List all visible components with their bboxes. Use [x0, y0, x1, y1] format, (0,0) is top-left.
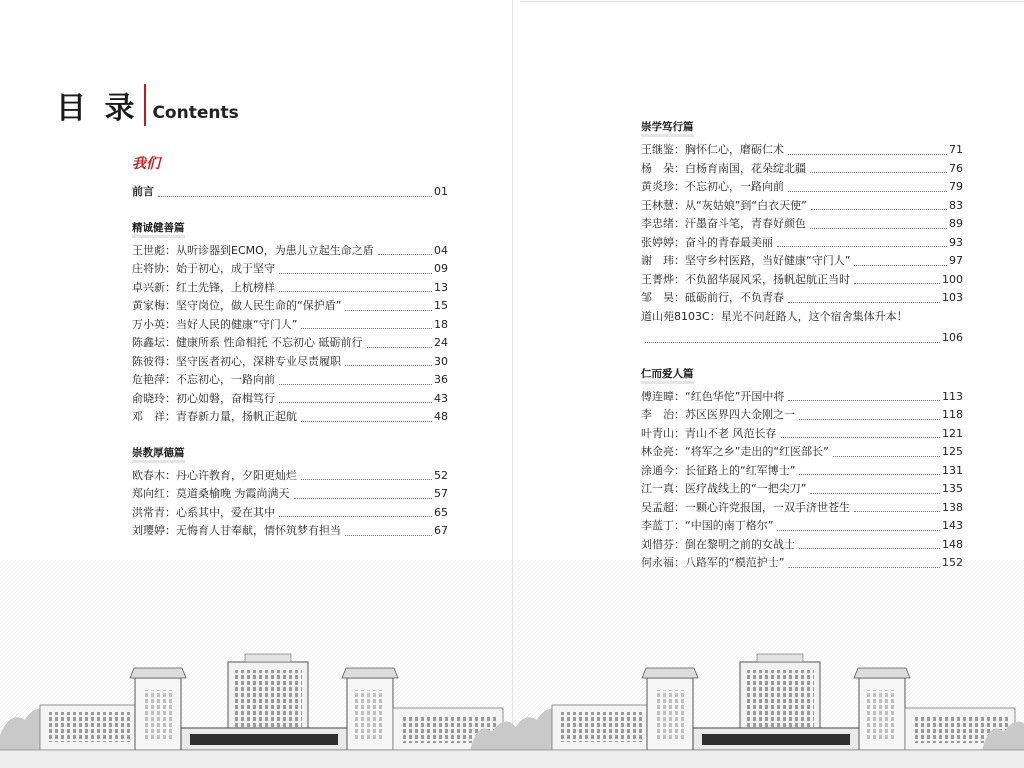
entry-separator: ：: [165, 524, 176, 537]
toc-entry[interactable]: [641, 499, 963, 518]
toc-entry[interactable]: [641, 197, 963, 216]
entry-separator: ：: [165, 243, 176, 257]
entry-title: 青山不老 风范长存: [685, 426, 777, 440]
entry-person-name: 陈鑫坛: [132, 336, 165, 349]
leader-dots: [301, 479, 432, 480]
leader-dots: [854, 511, 940, 512]
page-number: 71: [949, 143, 963, 156]
intro-label: 我们: [132, 156, 160, 172]
entry-separator: ：: [674, 198, 685, 212]
leader-dots: [645, 342, 940, 343]
toc-entry[interactable]: [641, 178, 963, 197]
entry-person-name: 谢 玮: [641, 254, 674, 267]
entry-title: 青春新力量，扬帆正起航: [176, 410, 297, 423]
page-number: 100: [942, 272, 963, 286]
toc-entry[interactable]: [641, 234, 963, 253]
entry-person-name: 邹 昊: [641, 291, 674, 304]
entry-person-name: 江一真: [641, 482, 674, 495]
toc-entry[interactable]: [641, 252, 963, 271]
page-number: 83: [949, 198, 963, 212]
toc-entry[interactable]: [641, 215, 963, 234]
entry-title: 不负韶华展风采，扬帆起航正当时: [685, 272, 850, 286]
page-number: 97: [949, 254, 963, 267]
entry-person-name: 郑向红: [132, 487, 165, 500]
toc-entry[interactable]: [132, 260, 448, 279]
entry-title: 奋斗的青春最美丽: [685, 235, 773, 249]
entry-separator: ：: [165, 317, 176, 331]
entry-separator: ：: [674, 426, 685, 440]
page-number: 138: [942, 500, 963, 514]
page-number: 67: [434, 524, 448, 537]
leader-dots: [833, 456, 940, 457]
toc-entry[interactable]: [641, 406, 963, 425]
entry-separator: ：: [674, 235, 685, 249]
page-number: 93: [949, 235, 963, 249]
entry-separator: ：: [165, 280, 176, 294]
entry-person-name: 王继鉴: [641, 143, 674, 156]
page-number: 13: [434, 280, 448, 294]
toc-entry-preface[interactable]: [132, 183, 448, 202]
toc-entry[interactable]: [641, 141, 963, 160]
entry-person-name: 涂通今: [641, 463, 674, 477]
entry-person-name: 刘惜芬: [641, 537, 674, 551]
entry-separator: ：: [165, 391, 176, 405]
entry-separator: ：: [674, 500, 685, 514]
entry-separator: ：: [674, 254, 685, 267]
toc-entry-wrapped[interactable]: [641, 308, 963, 348]
entry-title: 星光不问赶路人，这个宿舍集体升本！: [720, 309, 908, 323]
entry-person-name: 叶青山: [641, 426, 674, 440]
entry-title: 砥砺前行，不负青春: [685, 291, 784, 304]
leader-dots: [301, 421, 432, 422]
entry-person-name: 万小英: [132, 317, 165, 331]
page-number: 36: [434, 373, 448, 386]
entry-separator: ：: [674, 537, 685, 551]
leader-dots: [345, 365, 432, 366]
entry-title: 长征路上的“红军博士”: [685, 463, 796, 477]
entry-separator: ：: [674, 482, 685, 495]
entry-title: 不忘初心，一路向前: [176, 373, 275, 386]
entry-person-name: 危艳萍: [132, 373, 165, 386]
contents-heading: [56, 86, 239, 126]
entry-person-name: 邓 祥: [132, 410, 165, 423]
entry-person-name: 黄家梅: [132, 299, 165, 312]
leader-dots: [854, 283, 940, 284]
page-number: 43: [434, 391, 448, 405]
entry-separator: ：: [674, 180, 685, 193]
toc-entry[interactable]: [641, 480, 963, 499]
entry-title: 坚守医者初心，深耕专业尽责履职: [176, 354, 341, 368]
toc-entry[interactable]: [132, 467, 448, 486]
entry-separator: ：: [674, 463, 685, 477]
entry-separator: ：: [165, 410, 176, 423]
toc-entry[interactable]: [132, 353, 448, 372]
entry-person-name: 道山苑8103C: [641, 309, 710, 323]
leader-dots: [367, 347, 433, 348]
page-number: 57: [434, 487, 448, 500]
page-number: 30: [434, 354, 448, 368]
entry-title: 始于初心，成于坚守: [176, 262, 275, 275]
leader-dots: [788, 400, 940, 401]
entry-person-name: 黄炎珍: [641, 180, 674, 193]
entry-title: 坚守乡村医路，当好健康“守门人”: [685, 254, 851, 267]
entry-person-name: 陈彼得: [132, 354, 165, 368]
entry-person-name: 卓兴新: [132, 280, 165, 294]
leader-dots: [788, 154, 947, 155]
page-number: 143: [942, 519, 963, 532]
leader-dots: [810, 493, 940, 494]
preface-title: 前言: [132, 185, 154, 198]
entry-title: 健康所系 性命相托 不忘初心 砥砺前行: [176, 336, 363, 349]
page-number: 89: [949, 217, 963, 230]
entry-title: 从听诊器到ECMO，为患儿立起生命之盾: [176, 243, 374, 257]
leader-dots: [777, 246, 947, 247]
entry-person-name: 林金亮: [641, 445, 674, 458]
entry-title: 从“灰姑娘”到“白衣天使”: [685, 198, 807, 212]
leader-dots: [378, 254, 432, 255]
page-number: 113: [942, 389, 963, 403]
entry-separator: ：: [165, 487, 176, 500]
leader-dots: [810, 228, 947, 229]
entry-title: 医疗战线上的“一把尖刀”: [685, 482, 807, 495]
entry-person-name: 李 治: [641, 408, 674, 421]
title-english: Contents: [152, 103, 239, 123]
toc-entry[interactable]: [641, 388, 963, 407]
page-number: 52: [434, 468, 448, 482]
entry-separator: ：: [165, 336, 176, 349]
entry-separator: ：: [674, 161, 685, 175]
toc-entry[interactable]: [641, 289, 963, 308]
entry-title: 红土先锋，上杭榜样: [176, 280, 275, 294]
entry-title: 不忘初心，一路向前: [685, 180, 784, 193]
entry-person-name: 庄将协: [132, 262, 165, 275]
entry-person-name: 俞晓玲: [132, 391, 165, 405]
page-edge: [520, 1, 1024, 2]
toc-entry[interactable]: [641, 536, 963, 555]
toc-entry[interactable]: [132, 316, 448, 335]
page-number: 04: [434, 243, 448, 257]
page-number: 24: [434, 336, 448, 349]
leader-dots: [279, 402, 432, 403]
page-number: 18: [434, 317, 448, 331]
entry-separator: ：: [165, 373, 176, 386]
entry-person-name: 李忠绪: [641, 217, 674, 230]
entry-person-name: 王世彪: [132, 243, 165, 257]
toc-entry[interactable]: [132, 504, 448, 523]
toc-right-column: [641, 101, 963, 573]
toc-left-column: [132, 155, 448, 541]
entry-person-name: 王菁烨: [641, 272, 674, 286]
leader-dots: [279, 516, 432, 517]
entry-person-name: 欧春木: [132, 468, 165, 482]
page-number: 15: [434, 299, 448, 312]
entry-title: 倒在黎明之前的女战士: [685, 537, 795, 551]
entry-separator: ：: [674, 217, 685, 230]
leader-dots: [345, 535, 432, 536]
entry-person-name: 张婷婷: [641, 235, 674, 249]
toc-entry[interactable]: [132, 279, 448, 298]
toc-entry[interactable]: [132, 485, 448, 504]
entry-title: 一颗心许党报国，一双手济世苍生: [685, 500, 850, 514]
toc-entry[interactable]: [132, 522, 448, 541]
toc-entry[interactable]: [641, 517, 963, 536]
page-number: 65: [434, 505, 448, 519]
entry-separator: ：: [674, 272, 685, 286]
entry-person-name: 吴孟超: [641, 500, 674, 514]
leader-dots: [811, 209, 947, 210]
entry-separator: ：: [674, 143, 685, 156]
entry-title: “将军之乡”走出的“红医部长”: [685, 445, 829, 458]
leader-dots: [301, 328, 432, 329]
page-number: 135: [942, 482, 963, 495]
entry-title: 莫道桑榆晚 为霞尚满天: [176, 487, 290, 500]
title-accent-bar: [144, 84, 146, 126]
toc-entry[interactable]: [641, 160, 963, 179]
section-header: 崇学笃行篇: [641, 120, 694, 137]
leader-dots: [279, 384, 432, 385]
leader-dots: [279, 291, 432, 292]
entry-title: 苏区医界四大金刚之一: [685, 408, 795, 421]
entry-separator: ：: [165, 262, 176, 275]
entry-title: 白杨育南国，花朵绽北疆: [685, 161, 806, 175]
section-header: 崇教厚德篇: [132, 446, 185, 463]
title-chinese: 目 录: [56, 91, 139, 126]
page-number: 125: [942, 445, 963, 458]
entry-title: “中国的南丁格尔”: [685, 519, 774, 532]
page-number: 01: [434, 185, 448, 198]
leader-dots: [279, 273, 432, 274]
entry-title: 坚守岗位，做人民生命的“保护盾”: [176, 299, 342, 312]
leader-dots: [799, 474, 940, 475]
toc-entry[interactable]: [132, 297, 448, 316]
toc-entry[interactable]: [641, 425, 963, 444]
entry-title: 汗墨奋斗笔，青春好颜色: [685, 217, 806, 230]
entry-title: 心系其中，爱在其中: [176, 505, 275, 519]
entry-separator: ：: [165, 354, 176, 368]
page-number: 09: [434, 262, 448, 275]
entry-title: 无悔育人甘奉献，情怀筑梦有担当: [176, 524, 341, 537]
entry-person-name: 洪常青: [132, 505, 165, 519]
entry-separator: ：: [165, 299, 176, 312]
entry-person-name: 杨 朵: [641, 161, 674, 175]
entry-person-name: 李蓝丁: [641, 519, 674, 532]
leader-dots: [799, 419, 940, 420]
leader-dots: [781, 437, 941, 438]
toc-entry[interactable]: [132, 371, 448, 390]
entry-person-name: 傅连暲: [641, 389, 674, 403]
page-number: 121: [942, 426, 963, 440]
entry-separator: ：: [674, 519, 685, 532]
leader-dots: [777, 530, 940, 531]
toc-entry[interactable]: [132, 334, 448, 353]
entry-title: 当好人民的健康“守门人”: [176, 317, 298, 331]
page-number: 148: [942, 537, 963, 551]
entry-title: 初心如磐，奋楫笃行: [176, 391, 275, 405]
entry-person-name: 王林慧: [641, 198, 674, 212]
leader-dots: [294, 498, 433, 499]
entry-separator: ：: [165, 468, 176, 482]
toc-entry[interactable]: [641, 462, 963, 481]
leader-dots: [788, 191, 947, 192]
entry-separator: ：: [165, 505, 176, 519]
campus-illustration: [0, 560, 1024, 768]
entry-title: 胸怀仁心，磨砺仁术: [685, 143, 784, 156]
leader-dots: [158, 196, 432, 197]
page-number: 106: [942, 331, 963, 344]
toc-entry[interactable]: [132, 408, 448, 427]
toc-entry[interactable]: [641, 443, 963, 462]
leader-dots: [345, 310, 432, 311]
entry-separator: ：: [674, 389, 685, 403]
entry-separator: ：: [674, 291, 685, 304]
leader-dots: [854, 265, 947, 266]
entry-separator: ：: [674, 408, 685, 421]
toc-entry[interactable]: [132, 390, 448, 409]
toc-entry[interactable]: [641, 271, 963, 290]
entry-separator: ：: [674, 445, 685, 458]
page-number: 131: [942, 463, 963, 477]
entry-title: “红色华佗”开国中将: [685, 389, 785, 403]
entry-title: 丹心许教育，夕阳更灿烂: [176, 468, 297, 482]
leader-dots: [799, 548, 940, 549]
page-number: 79: [949, 180, 963, 193]
page-number: 103: [942, 291, 963, 304]
entry-separator: ：: [709, 309, 721, 323]
section-header: 仁而爱人篇: [641, 367, 694, 384]
toc-entry[interactable]: [132, 242, 448, 261]
section-header: 精诚健善篇: [132, 221, 185, 238]
page-number: 76: [949, 161, 963, 175]
leader-dots: [788, 302, 940, 303]
entry-person-name: 刘璎婷: [132, 524, 165, 537]
page-number: 48: [434, 410, 448, 423]
page-number: 118: [942, 408, 963, 421]
leader-dots: [810, 172, 947, 173]
